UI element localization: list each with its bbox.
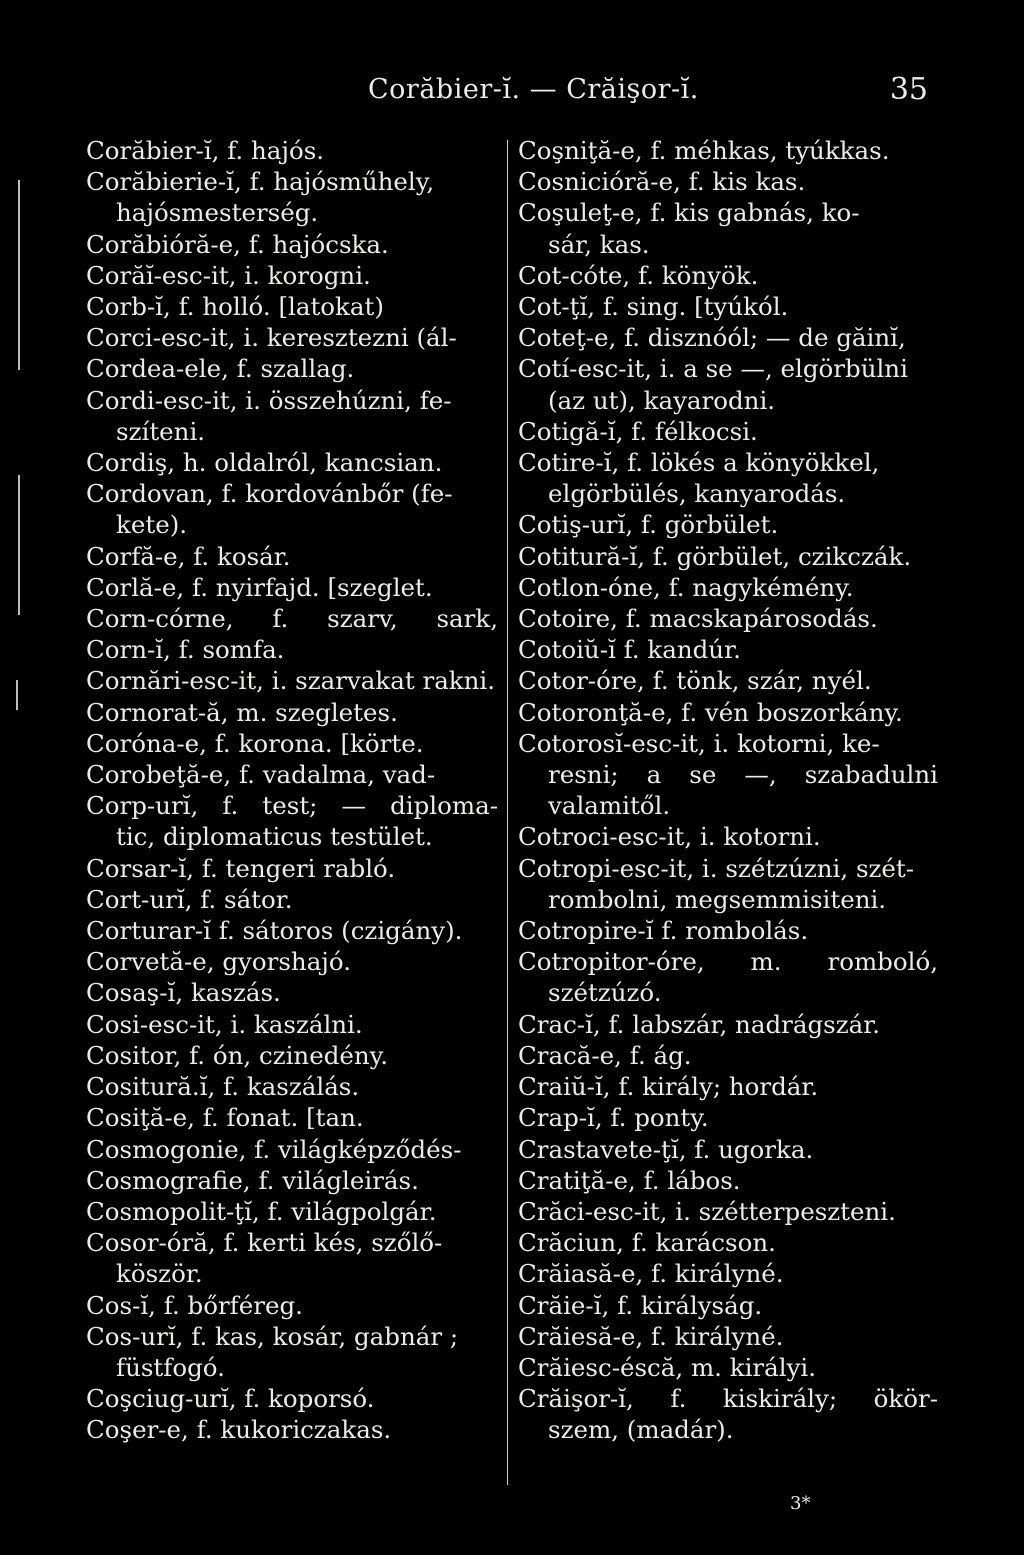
dictionary-line: Cotlon-óne, f. nagykémény. <box>518 572 854 602</box>
dictionary-line: köször. <box>116 1259 203 1289</box>
page-edge-line <box>18 180 20 370</box>
page-edge-line <box>18 475 20 615</box>
dictionary-line: Cotorosĭ-esc-it, i. kotorni, ke- <box>518 728 880 758</box>
dictionary-line: Cort-urĭ, f. sátor. <box>86 884 293 914</box>
dictionary-line: Cotoiŭ-ĭ f. kandúr. <box>518 635 741 665</box>
dictionary-line: Corvetă-e, gyorshajó. <box>86 947 352 977</box>
dictionary-line: Corfă-e, f. kosár. <box>86 541 291 571</box>
dictionary-line: Cotropire-ĭ f. rombolás. <box>518 916 809 946</box>
left-column <box>86 135 498 1446</box>
dictionary-line: Corăĭ-esc-it, i. korogni. <box>86 260 371 290</box>
dictionary-line: Corlă-e, f. nyirfajd. [szeglet. <box>86 572 433 602</box>
dictionary-line: Cordiş, h. oldalról, kancsian. <box>86 448 443 478</box>
dictionary-line: Cotire-ĭ, f. lökés a könyökkel, <box>518 448 880 478</box>
dictionary-line: Crac-ĭ, f. labszár, nadrágszár. <box>518 1009 881 1039</box>
dictionary-line: Cosaş-ĭ, kaszás. <box>86 978 281 1008</box>
dictionary-line: Corn-ĭ, f. somfa. <box>86 635 285 665</box>
dictionary-line: Cotropitor-óre, m. romboló, <box>518 947 938 977</box>
running-title: Corăbier-ĭ. — Crăişor-ĭ. <box>368 74 699 105</box>
dictionary-line: Corci-esc-it, i. keresztezni (ál- <box>86 323 457 353</box>
dictionary-line: Cotor-óre, f. tönk, szár, nyél. <box>518 666 872 696</box>
dictionary-line: kete). <box>116 510 188 540</box>
dictionary-line: Cordea-ele, f. szallag. <box>86 354 355 384</box>
dictionary-line: Coşniţă-e, f. méhkas, tyúkkas. <box>518 136 890 165</box>
dictionary-line: Corsar-ĭ, f. tengeri rabló. <box>86 853 396 883</box>
dictionary-line: Crăci-esc-it, i. szétterpeszteni. <box>518 1196 896 1226</box>
dictionary-line: Cotigă-ĭ, f. félkocsi. <box>518 416 758 446</box>
dictionary-line: Corb-ĭ, f. holló. [latokat) <box>86 292 384 322</box>
dictionary-line: hajósmesterség. <box>116 198 319 228</box>
dictionary-line: szem, (madár). <box>548 1415 734 1445</box>
dictionary-line: Cosiţă-e, f. fonat. [tan. <box>86 1103 364 1133</box>
right-column <box>518 135 938 1446</box>
dictionary-line: Cordovan, f. kordovánbőr (fe- <box>86 479 453 509</box>
dictionary-line: Crăciun, f. karácson. <box>518 1228 776 1258</box>
dictionary-line: Corăbióră-e, f. hajócska. <box>86 229 389 259</box>
dictionary-line: (az ut), kayarodni. <box>548 385 776 415</box>
dictionary-line: Corn-córne, f. szarv, sark, <box>86 604 498 634</box>
running-head <box>0 74 1024 114</box>
dictionary-line: Corp-urĭ, f. test; — diploma- <box>86 791 498 821</box>
page-edge-line <box>16 680 18 710</box>
dictionary-line: Cotitură-ĭ, f. görbület, czikczák. <box>518 541 912 571</box>
dictionary-line: Corturar-ĭ f. sátoros (czigány). <box>86 916 463 946</box>
dictionary-line: Crăiesc-éscă, m. királyi. <box>518 1352 817 1382</box>
dictionary-line: Crăiasă-e, f. királyné. <box>518 1259 784 1289</box>
dictionary-line: Cosor-óră, f. kerti kés, szőlő- <box>86 1228 443 1258</box>
dictionary-line: Cos-ĭ, f. bőrféreg. <box>86 1290 303 1320</box>
dictionary-line: Cotoire, f. macskapárosodás. <box>518 604 878 634</box>
dictionary-line: Cordi-esc-it, i. összehúzni, fe- <box>86 385 452 415</box>
dictionary-line: Coşer-e, f. kukoriczakas. <box>86 1415 392 1445</box>
dictionary-line: tic, diplomaticus testület. <box>116 822 433 852</box>
dictionary-line: szíteni. <box>116 416 206 446</box>
dictionary-line: valamitől. <box>548 791 671 821</box>
dictionary-line: Coteţ-e, f. disznóól; — de găinĭ, <box>518 323 906 353</box>
dictionary-line: elgörbülés, kanyarodás. <box>548 479 846 509</box>
dictionary-line: Cornorat-ă, m. szegletes. <box>86 697 398 727</box>
dictionary-line: Cot-cóte, f. könyök. <box>518 260 759 290</box>
dictionary-line: Cos-urĭ, f. kas, kosár, gabnár ; <box>86 1321 459 1351</box>
dictionary-line: Cotí-esc-it, i. a se —, elgörbülni <box>518 354 908 384</box>
dictionary-line: Cosmogonie, f. világképződés- <box>86 1134 462 1164</box>
dictionary-line: Coşciug-urĭ, f. koporsó. <box>86 1384 375 1414</box>
dictionary-line: Cosnicióră-e, f. kis kas. <box>518 167 806 197</box>
dictionary-line: Cosi-esc-it, i. kaszálni. <box>86 1009 363 1039</box>
dictionary-line: Cot-ţĭ, f. sing. [tyúkól. <box>518 292 789 322</box>
dictionary-line: Crastavete-ţĭ, f. ugorka. <box>518 1134 814 1164</box>
dictionary-line: Corăbier-ĭ, f. hajós. <box>86 136 325 165</box>
dictionary-line: resni; a se —, szabadulni <box>548 760 938 790</box>
dictionary-line: Cositură.ĭ, f. kaszálás. <box>86 1072 360 1102</box>
dictionary-line: Cotiş-urĭ, f. görbület. <box>518 510 779 540</box>
dictionary-line: Cotroci-esc-it, i. kotorni. <box>518 822 821 852</box>
dictionary-line: Cotoronţă-e, f. vén boszorkány. <box>518 697 903 727</box>
dictionary-line: rombolni, megsemmisiteni. <box>548 884 887 914</box>
dictionary-line: Cratiţă-e, f. lábos. <box>518 1165 741 1195</box>
dictionary-line: Craiŭ-ĭ, f. király; hordár. <box>518 1072 819 1102</box>
dictionary-line: Cornări-esc-it, i. szarvakat rakni. <box>86 666 496 696</box>
dictionary-line: Corăbierie-ĭ, f. hajósműhely, <box>86 167 435 197</box>
dictionary-line: Crăiesă-e, f. királyné. <box>518 1321 784 1351</box>
dictionary-line: sár, kas. <box>548 229 650 259</box>
signature-mark: 3* <box>790 1493 811 1514</box>
column-divider <box>507 140 508 1485</box>
dictionary-line: Cotropi-esc-it, i. szétzúzni, szét- <box>518 853 915 883</box>
dictionary-line: szétzúzó. <box>548 978 662 1008</box>
dictionary-line: füstfogó. <box>116 1352 225 1382</box>
dictionary-line: Cracă-e, f. ág. <box>518 1040 692 1070</box>
dictionary-line: Cosmografie, f. világleirás. <box>86 1165 419 1195</box>
dictionary-line: Crăie-ĭ, f. királyság. <box>518 1290 763 1320</box>
page-number: 35 <box>889 72 928 107</box>
dictionary-line: Cosmopolit-ţĭ, f. világpolgár. <box>86 1196 437 1226</box>
dictionary-line: Corobeţă-e, f. vadalma, vad- <box>86 760 436 790</box>
dictionary-line: Crap-ĭ, f. ponty. <box>518 1103 709 1133</box>
dictionary-line: Crăişor-ĭ, f. kiskirály; ökör- <box>518 1384 938 1414</box>
dictionary-line: Coróna-e, f. korona. [körte. <box>86 728 424 758</box>
dictionary-line: Cositor, f. ón, czinedény. <box>86 1040 389 1070</box>
dictionary-line: Coşuleţ-e, f. kis gabnás, ko- <box>518 198 860 228</box>
